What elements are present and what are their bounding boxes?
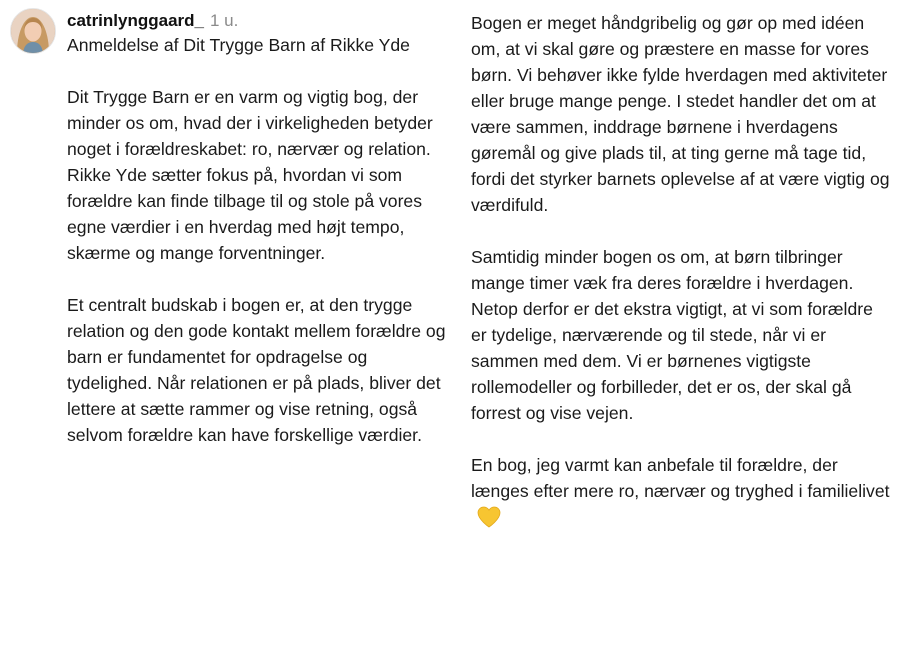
comment-column-right (471, 10, 891, 535)
comment-paragraph: Samtidig minder bogen os om, at børn tilbringer mange timer væk fra deres forældre i hverdagen. Netop derfor er det ekstra vigtigt, at vi som forældre er tydelige, nærværende og til stede, når vi er sammen med dem. Vi er børnenes vigtigste rollemodeller og forbilleder, det er os, der skal gå forrest og vise vejen. (471, 247, 873, 423)
comment-column-left (67, 10, 457, 448)
avatar-photo-icon (11, 9, 55, 53)
comment-paragraph: Et centralt budskab i bogen er, at den trygge relation og den gode kontakt mellem forældre og barn er fundamentet for opdragelse og tydelighed. Når relationen er på plads, bliver det lettere at sætte rammer og vise retning, også selvom forældre kan have forskellige værdier. (67, 295, 446, 445)
comment-title: Anmeldelse af Dit Trygge Barn af Rikke Yde (67, 35, 410, 55)
comment-paragraph: Dit Trygge Barn er en varm og vigtig bog, der minder os om, hvad der i virkeligheden betyder noget i forældreskabet: ro, nærvær og relation. Rikke Yde sætter fokus på, hvordan vi som forældre kan finde tilbage til og stole på vores egne værdier i en hverdag med højt tempo, skærme og mange forventninger. (67, 87, 433, 263)
comment-header (67, 10, 457, 32)
comment-closing-paragraph (471, 452, 891, 535)
comment-paragraph: Bogen er meget håndgribelig og gør op med idéen om, at vi skal gøre og præstere en masse for vores børn. Vi behøver ikke fylde hverdagen med aktiviteter eller bruge mange penge. I stedet handler det om at være sammen, inddrage børnene i hverdagens gøremål og give plads til, at ting gerne må tage tid, fordi det styrker barnets oplevelse af at være vigtig og værdifuld. (471, 13, 890, 215)
username-link[interactable]: catrinlynggaard_ (67, 11, 204, 30)
comment-timestamp[interactable]: 1 u. (210, 11, 239, 30)
comment-closing-text: En bog, jeg varmt kan anbefale til forældre, der længes efter mere ro, nærvær og tryghed i familielivet (471, 455, 890, 501)
avatar[interactable] (10, 8, 56, 54)
yellow-heart-icon (477, 506, 501, 535)
